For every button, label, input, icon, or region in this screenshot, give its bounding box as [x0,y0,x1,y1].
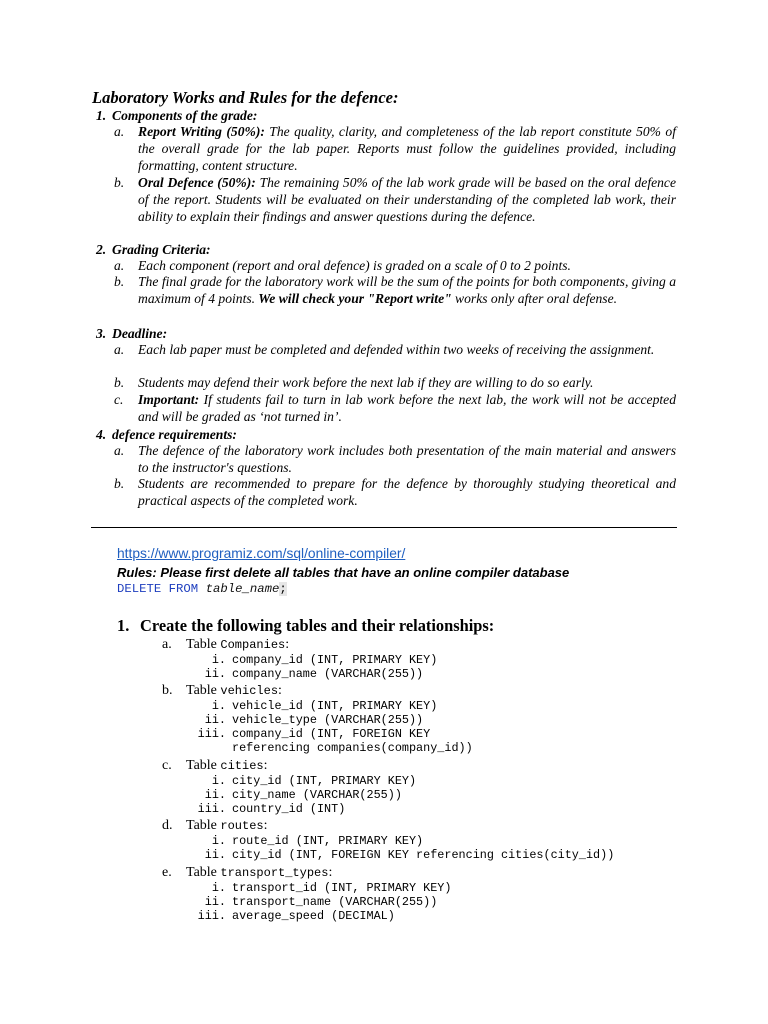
rule-item-body: Students are recommended to prepare for the defence by thoroughly studying theoretical and practical aspects of the completed work. [138,476,676,508]
table-item-companies: a. Table Companies: [162,637,290,652]
rule-item-text [138,476,676,510]
code-keyword-delete: DELETE [117,582,162,596]
table-name: vehicles [220,684,279,698]
table-letter: c. [162,758,172,773]
task-heading [117,616,494,636]
rule-item-letter: c. [114,392,124,407]
rule-item-text [138,258,676,275]
column-number: iii. [197,727,226,741]
rule-item-body: Students may defend their work before the next lab if they are willing to do so early. [138,375,594,390]
rule-item-emphasis: Report Writing (50%): [138,124,265,139]
section-number: 4. [96,427,107,442]
column-item [186,802,686,816]
task-title: Create the following tables and their relationships: [140,616,495,635]
column-definition: city_id (INT, FOREIGN KEY referencing cities(city_id)) [232,848,615,862]
table-item-transport_types: e. Table transport_types: [162,865,333,880]
column-number: i. [211,881,226,895]
rule-item [114,274,676,308]
table-name: Companies [220,638,286,652]
column-item [186,895,686,909]
table-letter: a. [162,637,172,652]
rule-item-text [138,443,676,477]
column-item [186,727,686,755]
rule-item-emphasis: Important: [138,392,200,407]
column-definition: route_id (INT, PRIMARY KEY) [232,834,424,848]
column-number: iii. [197,909,226,923]
section-number: 1. [96,108,107,123]
task-number: 1. [117,616,130,635]
rule-item-emphasis: Oral Defence (50%): [138,175,256,190]
code-keyword-from: FROM [168,582,199,596]
column-number: i. [211,834,226,848]
rule-item-letter: b. [114,476,125,491]
rule-item [114,375,676,392]
section-heading-text: Components of the grade: [112,108,258,123]
section-divider [91,527,677,528]
table-word: Table [186,637,217,652]
rule-item-letter: a. [114,342,125,357]
rule-item-body-2: works only after oral defense. [451,290,618,306]
section-number: 2. [96,242,107,257]
rule-item-text [138,124,676,175]
table-word: Table [186,758,217,773]
column-definition: company_id (INT, FOREIGN KEY referencing companies(company_id)) [232,727,473,755]
delete-statement-code [117,582,287,596]
column-number: ii. [204,713,226,727]
rule-item-letter: b. [114,274,125,289]
column-item [186,774,686,788]
column-definition: vehicle_id (INT, PRIMARY KEY) [232,699,438,713]
rule-item-text [138,175,676,226]
rule-item [114,175,676,226]
section-heading-2 [96,241,211,258]
rule-item-letter: b. [114,175,125,190]
column-definition: country_id (INT) [232,802,346,816]
rule-item-body: The final grade for the laboratory work will be the sum of the points for both components, giving a maximum of 4 points. [138,274,676,306]
column-item [186,653,686,667]
rule-item-body: The defence of the laboratory work includes both presentation of the main material and answers to the instructor's questions. [138,443,676,475]
rule-item-letter: a. [114,258,125,273]
column-number: ii. [204,848,226,862]
section-heading-text: Deadline: [112,326,168,341]
column-definition: city_id (INT, PRIMARY KEY) [232,774,417,788]
compiler-rules-note: Rules: Please first delete all tables that have an online compiler database [117,565,570,580]
table-name: routes [220,819,264,833]
rule-item-emphasis-2: We will check your "Report write" [255,290,452,306]
column-number: ii. [204,788,226,802]
table-word: Table [186,865,217,880]
document-title: Laboratory Works and Rules for the defence: [92,88,399,107]
rule-item-text [138,274,676,308]
online-compiler-link[interactable]: https://www.programiz.com/sql/online-compiler/ [117,546,406,561]
rule-item-text [138,392,676,426]
table-name: transport_types [220,866,329,880]
column-number: iii. [197,802,226,816]
rule-item-body: Each component (report and oral defence) is graded on a scale of 0 to 2 points. [138,258,571,273]
table-word: Table [186,683,217,698]
column-number: i. [211,653,226,667]
section-heading-4 [96,426,237,443]
section-heading-3 [96,325,167,342]
rule-item-body: Each lab paper must be completed and defended within two weeks of receiving the assignment. [138,342,655,357]
column-item [186,848,686,862]
column-definition: transport_name (VARCHAR(255)) [232,895,438,909]
table-letter: d. [162,818,173,833]
column-definition: city_name (VARCHAR(255)) [232,788,402,802]
table-item-cities: c. Table cities: [162,758,268,773]
table-word: Table [186,818,217,833]
rule-item [114,443,676,477]
rule-item [114,258,676,275]
rule-item-letter: a. [114,443,125,458]
rule-item-letter: a. [114,124,125,139]
rule-item-text [138,342,676,359]
column-definition: transport_id (INT, PRIMARY KEY) [232,881,452,895]
column-item [186,699,686,713]
table-item-vehicles: b. Table vehicles: [162,683,282,698]
section-heading-text: defence requirements: [112,427,237,442]
rule-item-body: The remaining 50% of the lab work grade will be based on the oral defence of the report. Students will be evaluated on their understanding of the completed lab work, their ability to explain their findings and answer questions during the defence. [138,175,676,224]
rule-item [114,124,676,175]
rule-item [114,342,676,359]
column-number: ii. [204,667,226,681]
column-definition: company_id (INT, PRIMARY KEY) [232,653,438,667]
column-item [186,881,686,895]
column-definition: average_speed (DECIMAL) [232,909,395,923]
rule-item-letter: b. [114,375,125,390]
rule-item-text [138,375,676,392]
column-item [186,909,686,923]
column-item [186,713,686,727]
code-table-name: table_name [205,582,280,596]
column-definition: company_name (VARCHAR(255)) [232,667,424,681]
column-item [186,788,686,802]
column-item [186,667,686,681]
table-letter: e. [162,865,172,880]
section-heading-1 [96,107,257,124]
rule-item-body: If students fail to turn in lab work before the next lab, the work will not be accepted and will be graded as ‘not turned in’. [138,392,676,424]
column-number: i. [211,774,226,788]
section-heading-text: Grading Criteria: [112,242,211,257]
code-semicolon: ; [279,582,287,596]
column-definition: vehicle_type (VARCHAR(255)) [232,713,424,727]
rule-item [114,476,676,510]
column-number: i. [211,699,226,713]
section-number: 3. [96,326,107,341]
table-letter: b. [162,683,173,698]
rule-item [114,392,676,426]
column-item [186,834,686,848]
table-name: cities [220,759,264,773]
column-number: ii. [204,895,226,909]
rule-item-body: The quality, clarity, and completeness of the lab report constitute 50% of the overall grade for the lab paper. Reports must follow the guidelines provided, including formatting, content structure. [138,124,676,173]
table-item-routes: d. Table routes: [162,818,268,833]
